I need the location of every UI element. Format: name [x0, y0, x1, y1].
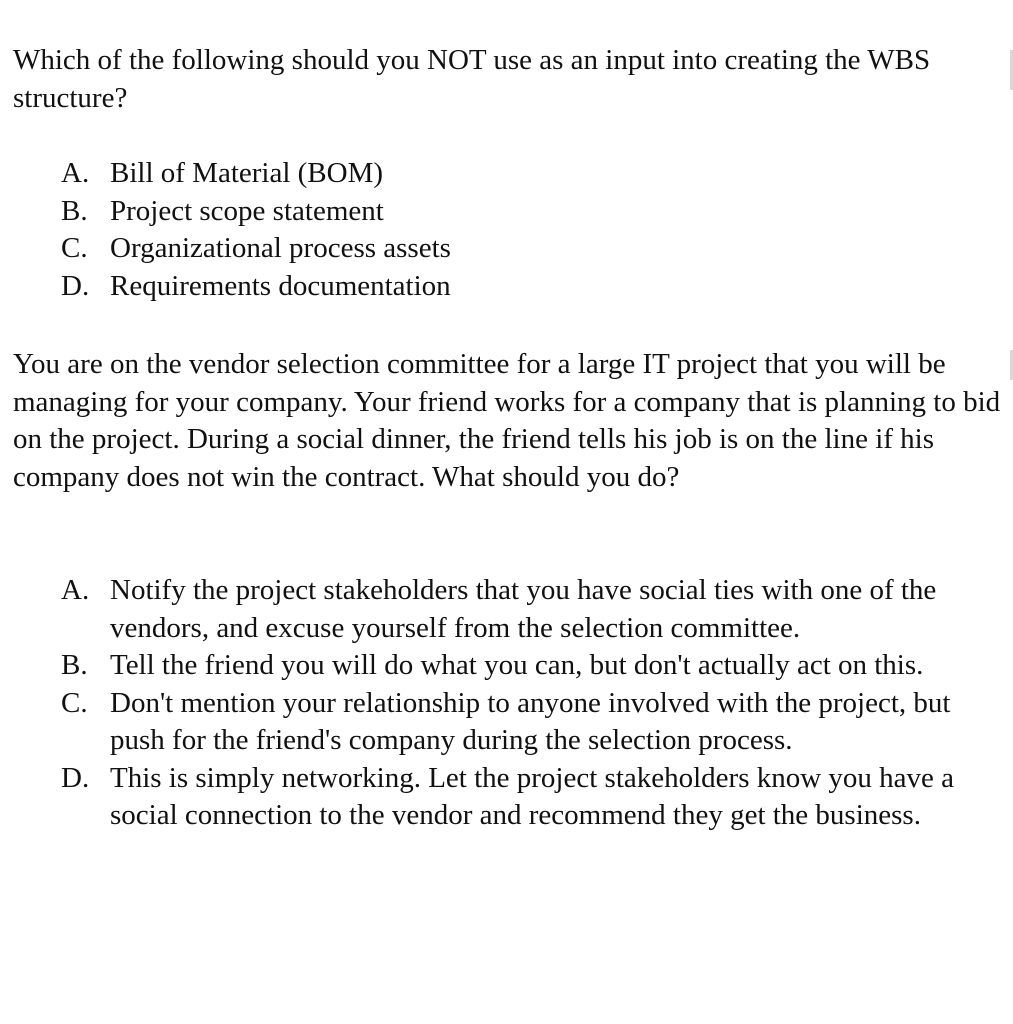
option-letter: C.: [61, 232, 88, 264]
option-d: [0, 268, 1010, 306]
option-text: Requirements documentation: [110, 269, 451, 302]
option-text: Tell the friend you will do what you can, but don't actually act on this.: [110, 649, 924, 681]
option-a: [0, 155, 1010, 193]
option-c: [0, 685, 1010, 760]
option-text: Notify the project stakeholders that you have social ties with one of the vendors, and excuse yourself from the selection committee.: [110, 574, 937, 644]
option-c: [0, 230, 1010, 268]
option-letter: B.: [61, 649, 88, 681]
option-text: Bill of Material (BOM): [110, 157, 384, 189]
option-text: Project scope statement: [110, 194, 384, 227]
question-2-options: [0, 572, 1010, 835]
question-2-text: You are on the vendor selection committee for a large IT project that you will be managing for your company. Your friend works for a company that is planning to bid on the project. During a social dinner, the friend tells his job is on the line if his company does not win the contract. What should you do?: [13, 348, 1001, 493]
option-text: This is simply networking. Let the project stakeholders know you have a social connection to the vendor and recommend they get the business.: [110, 761, 955, 831]
question-1-options: [0, 155, 1010, 305]
option-b: [0, 647, 1010, 685]
option-b: [0, 193, 1010, 231]
option-d: [0, 760, 1010, 835]
option-letter: C.: [61, 686, 88, 719]
option-text: Organizational process assets: [110, 232, 451, 264]
option-letter: A.: [61, 574, 90, 606]
option-text: Don't mention your relationship to anyone involved with the project, but push for the friend's company during the selection process.: [110, 686, 951, 756]
option-letter: D.: [61, 761, 90, 794]
option-letter: D.: [61, 269, 90, 302]
option-a: [0, 572, 1010, 647]
option-letter: B.: [61, 194, 88, 227]
option-letter: A.: [61, 157, 90, 189]
question-1-text: Which of the following should you NOT use as an input into creating the WBS structure?: [13, 44, 931, 114]
